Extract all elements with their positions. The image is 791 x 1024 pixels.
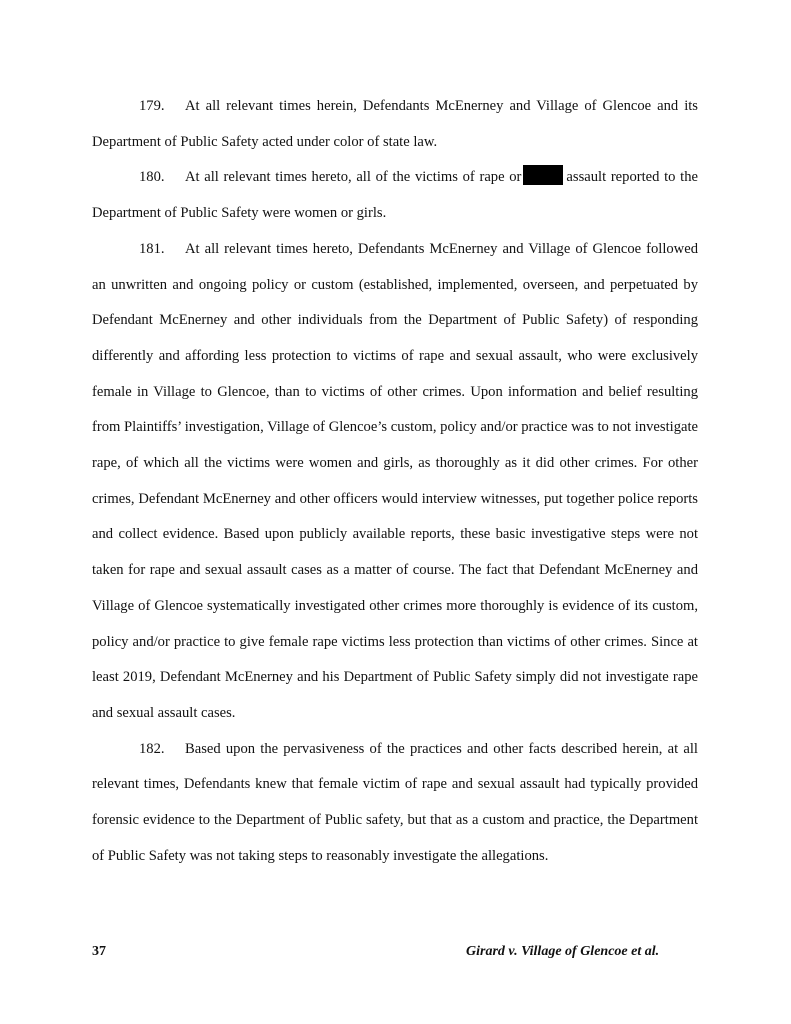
paragraph-number: 180. xyxy=(139,169,165,186)
paragraph-text: At all relevant times hereto, Defendants McEnerney and Village of Glencoe followed an unwritten and ongoing policy or custom (established, implemented, overseen, and perpetuated by Defendant McEnerney and other individuals from the Department of Public Safety) of responding differently and affording less protection to victims of rape and sexual assault, who were exclusively female in Village to Glencoe, than to victims of other crimes. Upon information and belief resulting from Plaintiffs’ investigation, Village of Glencoe’s custom, policy and/or practice was to not investigate rape, of which all the victims were women and girls, as thoroughly as it did other crimes. For other crimes, Defendant McEnerney and other officers would interview witnesses, put together police reports and collect evidence. Based upon publicly available reports, these basic investigative steps were not taken for rape and sexual assault cases as a matter of course. The fact that Defendant McEnerney and Village of Glencoe systematically investigated other crimes more thoroughly is evidence of its custom, policy and/or practice to give female rape victims less protection than victims of other crimes. Since at least 2019, Defendant McEnerney and his Department of Public Safety simply did not investigate rape and sexual assault cases. xyxy=(92,240,698,721)
paragraph-text-after-redaction: assault reported to the Department of Public Safety were women or girls. xyxy=(92,169,698,222)
redaction-box xyxy=(523,165,563,185)
paragraph-number: 179. xyxy=(139,98,165,114)
page-number: 37 xyxy=(92,944,106,959)
document-body xyxy=(92,89,698,874)
paragraph-182 xyxy=(92,732,698,875)
paragraph-text: At all relevant times herein, Defendants McEnerney and Village of Glencoe and its Department of Public Safety acted under color of state law. xyxy=(92,98,698,150)
paragraph-181 xyxy=(92,232,698,732)
paragraph-number: 182. xyxy=(139,740,165,757)
paragraph-180 xyxy=(92,160,698,231)
paragraph-text: Based upon the pervasiveness of the practices and other facts described herein, at all relevant times, Defendants knew that female victim of rape and sexual assault had typically provided forensic evidence to the Department of Public safety, but that as a custom and practice, the Department of Public Safety was not taking steps to reasonably investigate the allegations. xyxy=(92,740,698,864)
paragraph-number: 181. xyxy=(139,240,165,257)
paragraph-179 xyxy=(92,89,698,160)
case-caption: Girard v. Village of Glencoe et al. xyxy=(466,944,660,959)
paragraph-text-before-redaction: At all relevant times hereto, all of the victims of rape or xyxy=(185,169,522,186)
